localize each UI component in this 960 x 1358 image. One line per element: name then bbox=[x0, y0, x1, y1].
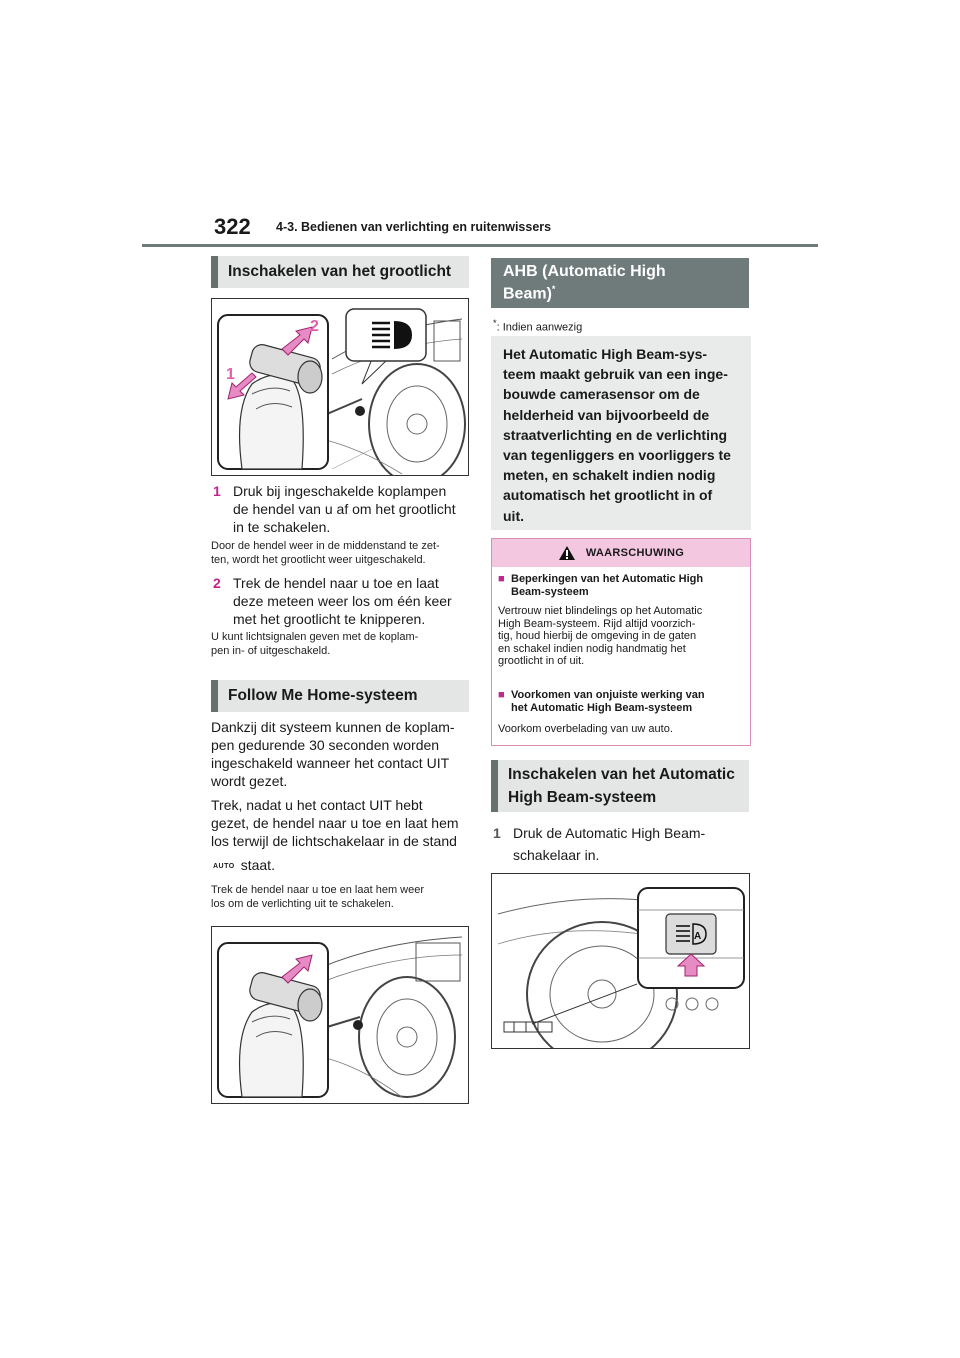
page-number: 322 bbox=[214, 214, 251, 239]
fig1-label-2: 2 bbox=[310, 318, 319, 335]
info-line: meten, en schakelt indien nodig bbox=[503, 467, 716, 484]
info-line: helderheid van bijvoorbeeld de bbox=[503, 406, 710, 423]
step-line: in te schakelen. bbox=[233, 519, 331, 535]
header-rule bbox=[142, 244, 818, 247]
info-line: automatisch het grootlicht in of bbox=[503, 487, 713, 504]
para-line: los terwijl de lichtschakelaar in de stand bbox=[211, 833, 457, 849]
warning-item-1-text bbox=[498, 605, 744, 668]
step-2-flash bbox=[213, 574, 473, 628]
step-line: Trek de hendel naar u toe en laat bbox=[233, 575, 439, 591]
warn-line: tig, houd hierbij de omgeving in de gaten bbox=[498, 630, 697, 642]
note-line: Trek de hendel naar u toe en laat hem weer bbox=[211, 884, 425, 896]
figure-high-beam-lever bbox=[211, 298, 469, 476]
warning-title: WAARSCHUWING bbox=[585, 547, 685, 559]
step-number: 1 bbox=[213, 483, 221, 499]
step-line: de hendel van u af om het grootlicht bbox=[233, 501, 456, 517]
step-number: 1 bbox=[493, 825, 501, 841]
fig1-label-1: 1 bbox=[226, 366, 235, 383]
bullet-square-icon: ■ bbox=[498, 689, 505, 701]
footnote-mark: * bbox=[493, 318, 497, 328]
step-line: met het grootlicht te knipperen. bbox=[233, 611, 426, 627]
paragraph-follow-me-intro bbox=[211, 718, 473, 790]
para-line: gezet, de hendel naar u toe en laat hem bbox=[211, 815, 459, 831]
warn-line: het Automatic High Beam-systeem bbox=[511, 701, 693, 714]
step-number: 2 bbox=[213, 575, 221, 591]
note-line: pen in- of uitgeschakeld. bbox=[211, 644, 331, 657]
step-line: Druk bij ingeschakelde koplampen bbox=[233, 483, 447, 499]
warning-icon bbox=[558, 545, 576, 561]
warn-line: en schakel indien nodig handmatig het bbox=[498, 642, 686, 655]
note-line: ten, wordt het grootlicht weer uitgeschakeld. bbox=[211, 553, 426, 566]
note-line: U kunt lichtsignalen geven met de koplam- bbox=[211, 631, 419, 643]
step-line: schakelaar in. bbox=[513, 847, 600, 863]
paragraph-follow-me-usage bbox=[211, 796, 473, 850]
step-line: Druk de Automatic High Beam- bbox=[513, 825, 706, 841]
para-line: Dankzij dit systeem kunnen de koplam- bbox=[211, 719, 455, 735]
warn-line: Beperkingen van het Automatic High bbox=[511, 573, 704, 585]
warn-line: Beam-systeem bbox=[511, 585, 589, 598]
svg-text:A: A bbox=[694, 931, 702, 942]
note-light-signals bbox=[211, 631, 473, 658]
heading-line: Beam) bbox=[503, 285, 552, 303]
warn-line: High Beam-systeem. Rijd altijd voorzich- bbox=[498, 617, 696, 630]
info-line: bouwde camerasensor om de bbox=[503, 386, 700, 403]
info-line: straatverlichting en de verlichting bbox=[503, 426, 728, 443]
para-line: staat. bbox=[240, 857, 275, 873]
para-line: pen gedurende 30 seconden worden bbox=[211, 737, 440, 753]
heading-line: High Beam-systeem bbox=[508, 789, 657, 806]
footnote-marker: * bbox=[551, 283, 556, 294]
warning-header bbox=[492, 539, 750, 567]
warning-item-2-title bbox=[498, 689, 705, 714]
bullet-square-icon: ■ bbox=[498, 573, 505, 585]
footnote-text: : Indien aanwezig bbox=[496, 321, 583, 334]
info-line: teem maakt gebruik van een inge- bbox=[503, 366, 728, 383]
warn-line: Voorkomen van onjuiste werking van bbox=[511, 689, 705, 701]
note-line: Door de hendel weer in de middenstand te zet- bbox=[211, 540, 440, 552]
heading-enable-ahb bbox=[491, 760, 749, 812]
figure-ahb-switch bbox=[491, 873, 750, 1049]
step-line: deze meteen weer los om één keer bbox=[233, 593, 452, 609]
section-title: 4-3. Bedienen van verlichting en ruitenwissers bbox=[276, 220, 552, 234]
note-line: los om de verlichting uit te schakelen. bbox=[211, 897, 394, 910]
warning-box bbox=[491, 538, 751, 746]
para-line: Trek, nadat u het contact UIT hebt bbox=[211, 797, 423, 813]
step-1-high-beam bbox=[213, 482, 473, 536]
heading-ahb bbox=[491, 258, 749, 308]
info-line: uit. bbox=[503, 507, 524, 524]
paragraph-auto-position bbox=[213, 856, 413, 876]
auto-symbol: AUTO bbox=[213, 863, 235, 870]
footnote-if-present bbox=[493, 318, 582, 334]
heading-follow-me-home: Follow Me Home-systeem bbox=[211, 680, 469, 712]
heading-high-beam: Inschakelen van het grootlicht bbox=[211, 256, 469, 288]
ahb-info-box bbox=[491, 336, 751, 530]
figure-follow-me-lever bbox=[211, 926, 469, 1104]
para-line: wordt gezet. bbox=[211, 773, 288, 789]
note-middle-position bbox=[211, 540, 473, 567]
warning-item-1-title bbox=[498, 573, 703, 598]
para-line: ingeschakeld wanneer het contact UIT bbox=[211, 755, 450, 771]
warn-line: grootlicht in of uit. bbox=[498, 655, 585, 667]
warn-line: Vertrouw niet blindelings op het Automatic bbox=[498, 605, 703, 617]
step-1-press-ahb bbox=[493, 822, 755, 866]
heading-line: Inschakelen van het Automatic bbox=[508, 765, 735, 783]
heading-line: AHB (Automatic High bbox=[503, 263, 666, 281]
note-turn-off bbox=[211, 884, 473, 911]
info-line: Het Automatic High Beam-sys- bbox=[503, 346, 708, 362]
info-line: van tegenliggers en voorliggers te bbox=[503, 447, 731, 464]
warning-item-2-text: Voorkom overbelading van uw auto. bbox=[498, 723, 673, 735]
